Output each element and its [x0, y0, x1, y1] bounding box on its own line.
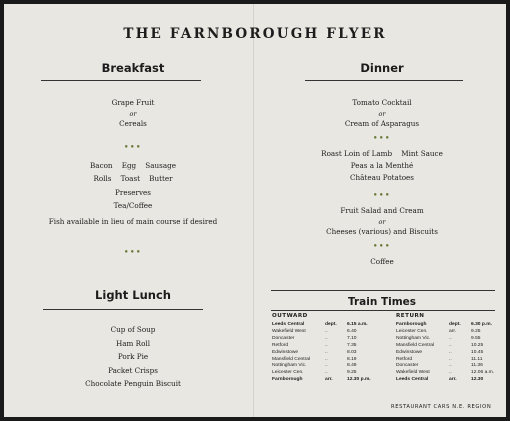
dinner-separator: •••	[373, 241, 391, 250]
timetable-dir: arr.	[449, 377, 457, 383]
breakfast-separator: •••	[124, 142, 142, 151]
dinner-item: Tomato Cocktail	[352, 98, 412, 107]
dinner-item: Coffee	[370, 257, 394, 266]
dinner-rule	[305, 80, 463, 81]
dinner-item: Roast Loin of Lamb Mint Sauce	[321, 149, 443, 158]
timetable-dir: ..	[449, 356, 452, 362]
footer-text: RESTAURANT CARS N.E. REGION	[391, 404, 492, 410]
lunch-item: Pork Pie	[117, 352, 149, 361]
dinner-item: Fruit Salad and Cream	[340, 206, 424, 215]
breakfast-rule	[41, 80, 201, 81]
timetable-time: 12.30 p.m.	[347, 377, 371, 383]
timetable-station: Wakefield West	[396, 370, 430, 376]
timetable-station: Leicester Cen.	[396, 328, 428, 334]
breakfast-item: Bacon Egg Sausage	[90, 161, 176, 170]
timetable-station: Farnborough	[396, 322, 427, 327]
timetable-dir: ..	[325, 342, 328, 348]
train-times-rule	[271, 310, 495, 311]
timetable-time: 8.19	[347, 356, 357, 362]
timetable-station: Nottingham Vic.	[272, 363, 307, 369]
dinner-or: or	[378, 218, 386, 226]
timetable-time: 6.15 a.m.	[347, 322, 368, 327]
timetable-station: Nottingham Vic.	[396, 335, 431, 341]
timetable-station: Leicester Cen.	[272, 370, 304, 376]
outward-label: OUTWARD	[272, 313, 308, 319]
dinner-item: Peas a la Menthé	[350, 161, 414, 170]
breakfast-item: Cereals	[119, 119, 147, 128]
timetable-time: 12.06 a.m.	[471, 370, 495, 376]
timetable-time: 9.55	[471, 335, 481, 341]
timetable-dir: ..	[325, 349, 328, 355]
timetable-station: Doncaster	[272, 335, 295, 341]
timetable-time: 7.10	[347, 335, 357, 341]
timetable-station: Edwinstowe	[396, 349, 423, 355]
timetable-dir: ..	[449, 370, 452, 376]
breakfast-item: Fish available in lieu of main course if desired	[48, 217, 218, 226]
breakfast-item: Preserves	[115, 188, 151, 197]
breakfast-heading: Breakfast	[101, 61, 165, 75]
train-times-top-rule	[271, 290, 495, 291]
timetable-time: 11.36	[471, 363, 483, 369]
timetable-dir: dept.	[325, 322, 337, 327]
timetable-time: 7.35	[347, 342, 357, 348]
timetable-station: Wakefield West	[272, 328, 306, 334]
return-label: RETURN	[396, 313, 425, 319]
timetable-time: 9.25	[471, 328, 481, 334]
timetable-dir: ..	[449, 349, 452, 355]
dinner-separator: •••	[373, 133, 391, 142]
timetable-dir: ..	[449, 363, 452, 369]
timetable-dir: ..	[449, 335, 452, 341]
lunch-rule	[43, 309, 203, 310]
timetable-station: Mansfield Central	[272, 356, 311, 362]
timetable-time: 11.11	[471, 356, 483, 362]
timetable-dir: ..	[325, 356, 328, 362]
timetable-dir: dept.	[449, 322, 461, 327]
timetable-station: Mansfield Central	[396, 342, 435, 348]
dinner-item: Château Potatoes	[350, 173, 414, 182]
train-times-heading: Train Times	[347, 296, 417, 308]
timetable-station: Retford	[272, 342, 289, 348]
timetable-dir: ..	[449, 342, 452, 348]
timetable-dir: ..	[325, 370, 328, 376]
breakfast-item: Grape Fruit	[111, 98, 155, 107]
timetable-dir: arr.	[449, 328, 457, 334]
dinner-or: or	[378, 110, 386, 118]
timetable-dir: ..	[325, 335, 328, 341]
lunch-item: Chocolate Penguin Biscuit	[85, 379, 181, 388]
timetable-dir: ..	[325, 363, 328, 369]
timetable-station: Edwinstowe	[272, 349, 299, 355]
dinner-heading: Dinner	[360, 61, 404, 75]
lunch-item: Ham Roll	[116, 339, 150, 348]
timetable-station: Leeds Central	[272, 322, 305, 327]
breakfast-or: or	[129, 110, 137, 118]
breakfast-separator: •••	[124, 247, 142, 256]
timetable-station: Leeds Central	[396, 377, 429, 383]
dinner-item: Cheeses (various) and Biscuits	[326, 227, 438, 236]
timetable-dir: arr.	[325, 377, 333, 383]
timetable-time: 10.25	[471, 342, 484, 348]
timetable-time: 9.25	[347, 370, 357, 376]
dinner-separator: •••	[373, 190, 391, 199]
timetable-time: 12.30	[471, 377, 484, 383]
menu-title: THE FARNBOROUGH FLYER	[123, 26, 387, 42]
timetable-station: Doncaster	[396, 363, 419, 369]
lunch-heading: Light Lunch	[95, 288, 171, 302]
lunch-item: Cup of Soup	[110, 325, 156, 334]
timetable-time: 6.40	[347, 328, 357, 334]
lunch-item: Packet Crisps	[108, 366, 158, 375]
breakfast-item: Tea/Coffee	[113, 201, 153, 210]
breakfast-item: Rolls Toast Butter	[93, 174, 173, 183]
timetable-station: Farnborough	[272, 377, 303, 383]
timetable-time: 8.49	[347, 363, 357, 369]
timetable-dir: ..	[325, 328, 328, 334]
timetable-time: 10.45	[471, 349, 484, 355]
timetable-time: 6.30 p.m.	[471, 322, 492, 327]
timetable-station: Retford	[396, 356, 413, 362]
dinner-item: Cream of Asparagus	[344, 119, 420, 128]
timetable-time: 8.03	[347, 349, 357, 355]
